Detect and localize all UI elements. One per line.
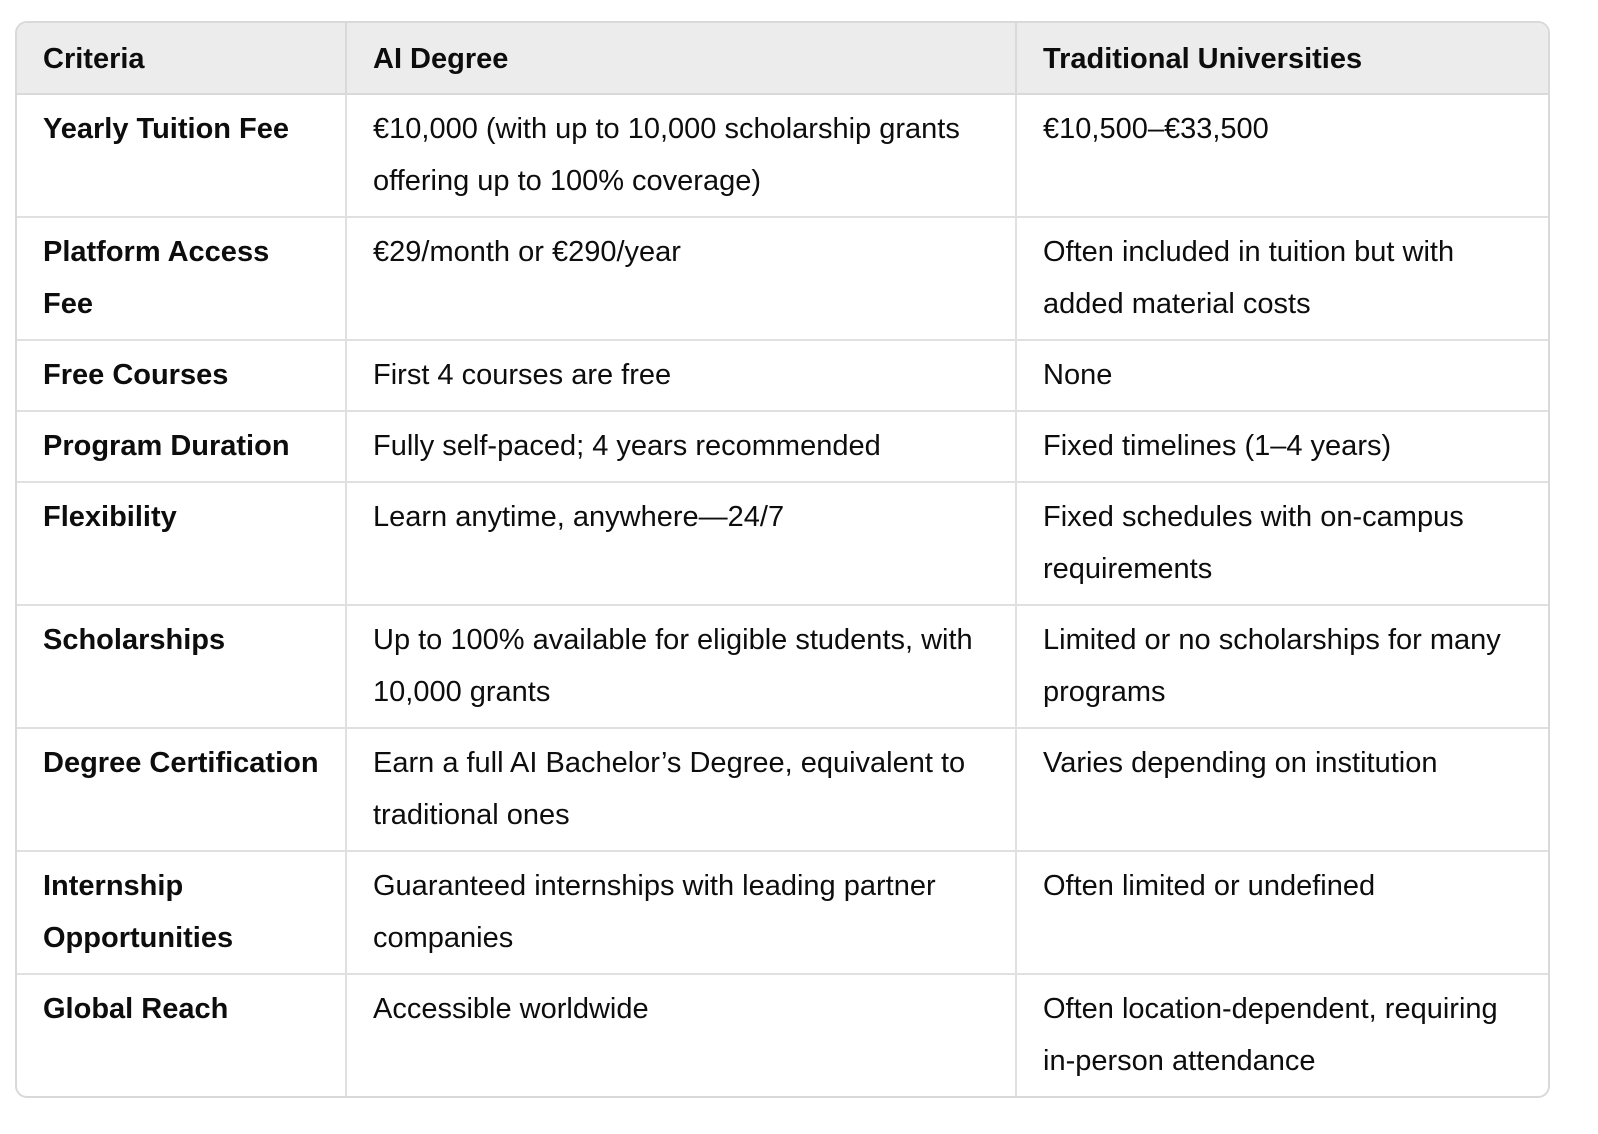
ai-degree-cell: First 4 courses are free [346,340,1016,411]
traditional-cell: €10,500–€33,500 [1016,94,1548,217]
table-row [17,411,1548,482]
table-row [17,94,1548,217]
traditional-cell: Often location-dependent, requiring in-person attendance [1043,993,1498,1077]
traditional-cell: Varies depending on institution [1016,728,1548,851]
table-row [17,340,1548,411]
table-row [17,851,1548,974]
table-row [17,728,1548,851]
table-body [17,94,1548,1096]
header-row [17,23,1548,94]
table-row [17,605,1548,728]
header-traditional-universities: Traditional Universities [1016,23,1548,94]
traditional-cell: Often limited or undefined [1016,851,1548,974]
criteria-cell: Program Duration [17,411,346,482]
criteria-cell: Platform Access Fee [17,217,346,340]
comparison-table-container [15,21,1550,1098]
ai-degree-cell: Accessible worldwide [346,974,1016,1096]
table-row [17,482,1548,605]
criteria-cell: Yearly Tuition Fee [17,94,346,217]
traditional-cell: None [1016,340,1548,411]
traditional-cell: Limited or no scholarships for many programs [1016,605,1548,728]
table-row [17,217,1548,340]
ai-degree-cell: Earn a full AI Bachelor’s Degree, equivalent to traditional ones [346,728,1016,851]
criteria-cell: Flexibility [17,482,346,605]
ai-degree-cell: Fully self-paced; 4 years recommended [346,411,1016,482]
criteria-cell: Scholarships [17,605,346,728]
ai-degree-cell: Guaranteed internships with leading partner companies [346,851,1016,974]
ai-degree-cell: €10,000 (with up to 10,000 scholarship grants offering up to 100% coverage) [346,94,1016,217]
header-ai-degree: AI Degree [346,23,1016,94]
criteria-cell: Free Courses [17,340,346,411]
header-criteria: Criteria [17,23,346,94]
ai-degree-cell: Up to 100% available for eligible students, with 10,000 grants [346,605,1016,728]
table-header [17,23,1548,94]
criteria-cell: Global Reach [17,974,346,1096]
criteria-cell: Internship Opportunities [17,851,346,974]
ai-degree-cell: €29/month or €290/year [346,217,1016,340]
traditional-cell: Fixed timelines (1–4 years) [1016,411,1548,482]
ai-degree-cell: Learn anytime, anywhere—24/7 [346,482,1016,605]
traditional-cell: Often included in tuition but with added material costs [1016,217,1548,340]
table-row [17,974,1548,1096]
comparison-table [17,23,1548,1096]
traditional-cell: Fixed schedules with on-campus requirements [1016,482,1548,605]
criteria-cell: Degree Certification [17,728,346,851]
